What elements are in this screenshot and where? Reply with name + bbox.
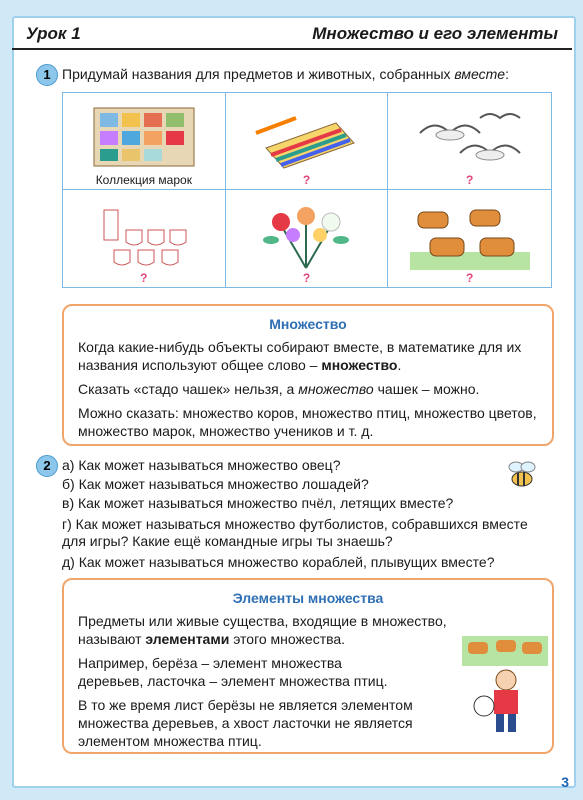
task-2-item-c: в) Как может называться множество пчёл, летящих вместе? — [62, 495, 454, 511]
grid-caption-flowers: ? — [302, 271, 311, 285]
task-2-item-e: д) Как может называться множество кораблей, плывущих вместе? — [62, 554, 495, 570]
grid-caption-cups: ? — [140, 271, 148, 285]
elements-paragraph-1: Предметы или живые существа, входящие в множество, называют элементами этого множества. — [78, 613, 447, 647]
definition-title-set: Множество — [269, 316, 347, 332]
definition-box-set — [62, 304, 554, 446]
grid-cell-cows — [388, 190, 551, 287]
header-divider — [12, 48, 572, 50]
stamps-collection-icon — [84, 103, 204, 173]
grid-cell-pencils — [226, 93, 389, 190]
grid-caption-cows: ? — [465, 271, 474, 285]
grid-cell-birds — [388, 93, 551, 190]
definition-title-elements: Элементы множества — [232, 590, 384, 606]
definition-paragraph-2: Сказать «стадо чашек» нельзя, а множество чашек – можно. — [78, 381, 480, 397]
bee-icon — [500, 455, 544, 499]
lesson-header — [12, 24, 572, 50]
task-2-item-d: г) Как может называться множество футболистов, собравшихся вместе для игры? Какие ещё командные игры ты знаешь? — [62, 516, 528, 549]
grid-caption-pencils: ? — [302, 173, 311, 187]
grid-cell-flowers — [226, 190, 389, 287]
grid-caption-birds: ? — [465, 173, 474, 187]
task-2-item-b: б) Как может называться множество лошадей? — [62, 476, 369, 492]
flower-bouquet-icon — [246, 200, 366, 270]
grid-cell-stamps — [63, 93, 226, 190]
topic-title: Множество и его элементы — [312, 24, 558, 43]
picture-grid — [62, 92, 552, 288]
task-2-number: 2 — [36, 455, 58, 477]
definition-paragraph-3: Можно сказать: множество коров, множество птиц, множество цветов, множество марок, множество учеников и т. д. — [78, 405, 537, 439]
pencils-box-icon — [246, 103, 366, 173]
task-2-item-a: а) Как может называться множество овец? — [62, 457, 341, 473]
boy-with-ball-icon — [462, 636, 548, 736]
tea-cups-set-icon — [84, 200, 204, 270]
grid-caption-stamps: Коллекция марок — [95, 173, 192, 187]
task-1-number: 1 — [36, 64, 58, 86]
lesson-label: Урок 1 — [26, 24, 81, 43]
definition-paragraph-1: Когда какие-нибудь объекты собирают вместе, в математике для их названия используют общее слово – множество. — [78, 339, 522, 373]
cows-herd-icon — [410, 200, 530, 270]
elements-paragraph-3: В то же время лист берёзы не является элементом множества деревьев, а хвост ласточки не является элементом множества птиц. — [78, 697, 413, 749]
task-1-question: Придумай названия для предметов и животных, собранных вместе: — [62, 66, 509, 82]
page-number: 3 — [561, 774, 569, 790]
flying-birds-icon — [410, 103, 530, 173]
grid-cell-cups — [63, 190, 226, 287]
elements-paragraph-2: Например, берёза – элемент множества деревьев, ласточка – элемент множества птиц. — [78, 655, 388, 689]
